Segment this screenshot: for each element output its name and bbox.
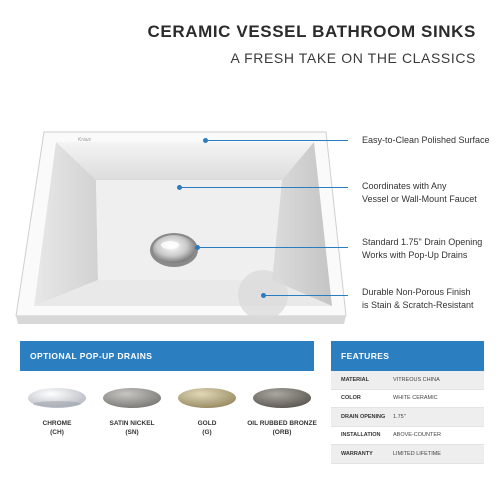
- callout-line: [266, 295, 348, 296]
- table-row: [331, 445, 484, 464]
- feature-key: WARRANTY: [341, 450, 373, 457]
- callout-finish: Durable Non-Porous Finish is Stain & Scratch-Resistant: [362, 287, 474, 310]
- callout-line: [208, 140, 348, 141]
- callout-surface: Easy-to-Clean Polished Surface: [362, 135, 490, 145]
- drain-option-oil-rubbed-bronze: [245, 385, 319, 445]
- feature-value: 1.75": [393, 413, 406, 420]
- drain-label: SATIN NICKEL: [109, 420, 155, 427]
- feature-value: WHITE CERAMIC: [393, 395, 438, 402]
- feature-key: INSTALLATION: [341, 432, 381, 439]
- satin-nickel-drain-icon: [101, 385, 163, 409]
- features-table: [331, 371, 484, 464]
- table-row: [331, 371, 484, 390]
- features-heading: FEATURES: [341, 351, 390, 361]
- feature-key: DRAIN OPENING: [341, 413, 386, 420]
- brand-mark: Kraus: [78, 137, 92, 143]
- page-title: CERAMIC VESSEL BATHROOM SINKS: [147, 22, 476, 41]
- features-header-bar: [331, 341, 484, 371]
- drain-code: (ORB): [272, 429, 292, 436]
- callout-faucet: Coordinates with Any Vessel or Wall-Mount Faucet: [362, 181, 477, 204]
- page-subtitle: A FRESH TAKE ON THE CLASSICS: [230, 50, 476, 66]
- callout-line: [182, 187, 348, 188]
- drain-option-chrome: [20, 385, 94, 445]
- feature-value: LIMITED LIFETIME: [393, 450, 441, 457]
- feature-key: MATERIAL: [341, 376, 370, 383]
- drains-heading: OPTIONAL POP-UP DRAINS: [30, 351, 153, 361]
- drain-label: CHROME: [42, 420, 72, 427]
- oil-rubbed-bronze-drain-icon: [251, 385, 313, 409]
- callout-drain: Standard 1.75" Drain Opening Works with Pop-Up Drains: [362, 237, 483, 260]
- header: [148, 22, 476, 66]
- feature-key: COLOR: [341, 395, 361, 402]
- drain-code: (G): [202, 429, 212, 436]
- drain-label: GOLD: [197, 420, 217, 427]
- gold-drain-icon: [176, 385, 238, 409]
- drain-option-satin-nickel: [95, 385, 169, 445]
- drain-option-gold: [170, 385, 244, 445]
- feature-value: VITREOUS CHINA: [393, 376, 440, 383]
- table-row: [331, 408, 484, 427]
- drains-header-bar: [20, 341, 314, 371]
- feature-value: ABOVE-COUNTER: [393, 432, 441, 439]
- callout-line: [200, 247, 348, 248]
- drain-label: OIL RUBBED BRONZE: [247, 420, 317, 427]
- table-row: [331, 390, 484, 409]
- table-row: [331, 427, 484, 446]
- drain-code: (SN): [125, 429, 139, 436]
- chrome-drain-icon: [26, 385, 88, 409]
- drain-code: (CH): [50, 429, 64, 436]
